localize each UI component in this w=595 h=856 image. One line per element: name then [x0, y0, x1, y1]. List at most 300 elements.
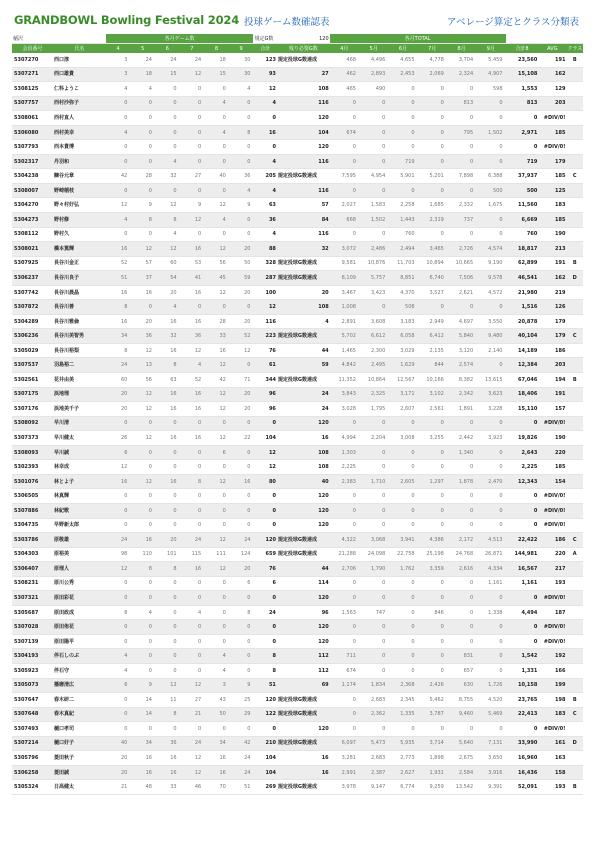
month-pins: 2,442 [447, 431, 476, 446]
pins-total: 16,567 [506, 562, 539, 577]
month-games: 4 [204, 663, 229, 678]
month-pins: 0 [388, 111, 417, 126]
month-pins: 3,281 [330, 751, 359, 766]
col-month-total: 7月 [418, 44, 447, 54]
month-pins: 0 [418, 649, 447, 664]
month-pins: 9,259 [418, 780, 447, 795]
month-games: 18 [130, 67, 155, 82]
month-pins: 4,954 [359, 169, 388, 184]
member-name: 伴石守 [53, 663, 106, 678]
pins-total: 67,046 [506, 373, 539, 388]
month-games: 50 [204, 707, 229, 722]
col-member-no: 会員番号 [12, 44, 53, 54]
games-total: 104 [253, 765, 276, 780]
month-pins: 1,563 [330, 605, 359, 620]
month-games: 0 [155, 111, 180, 126]
column-header-row [12, 44, 583, 54]
month-games: 52 [106, 256, 131, 271]
month-pins: 0 [359, 227, 388, 242]
month-games: 16 [204, 751, 229, 766]
month-pins: 0 [476, 489, 505, 504]
remaining-games: 120 [277, 518, 330, 533]
member-name: 長谷川雅倫 [53, 314, 106, 329]
col-month-games: 5 [130, 44, 155, 54]
class [566, 663, 583, 678]
month-pins: 0 [418, 96, 447, 111]
month-games: 36 [130, 329, 155, 344]
games-total: 0 [253, 634, 276, 649]
month-games: 0 [106, 693, 131, 708]
month-games: 40 [106, 736, 131, 751]
month-pins: 0 [388, 722, 417, 737]
month-games: 20 [229, 242, 254, 257]
month-games: 0 [106, 591, 131, 606]
member-name: 樋口孝司 [53, 722, 106, 737]
month-games: 0 [180, 96, 205, 111]
month-pins: 2,616 [447, 562, 476, 577]
month-games: 0 [106, 518, 131, 533]
month-pins: 0 [476, 416, 505, 431]
month-pins: 0 [447, 227, 476, 242]
month-pins: 0 [359, 154, 388, 169]
month-pins: 3,029 [388, 343, 417, 358]
month-pins: 2,300 [359, 343, 388, 358]
month-pins: 8,109 [330, 271, 359, 286]
month-games: 0 [180, 183, 205, 198]
month-games: 16 [180, 431, 205, 446]
remaining-games: 120 [277, 591, 330, 606]
month-games: 15 [204, 67, 229, 82]
month-games: 16 [155, 431, 180, 446]
average: 194 [538, 373, 566, 388]
average: #DIV/0! [538, 503, 566, 518]
month-pins: 0 [476, 445, 505, 460]
remaining-games: 規定投球G数達成 [277, 53, 330, 67]
month-pins: 10,665 [447, 256, 476, 271]
month-pins: 22,758 [388, 547, 417, 562]
remaining-games: 120 [277, 111, 330, 126]
month-pins: 0 [476, 300, 505, 315]
table-row [12, 460, 583, 475]
month-pins: 1,685 [418, 198, 447, 213]
month-pins: 21,288 [330, 547, 359, 562]
month-pins: 24,098 [359, 547, 388, 562]
month-pins: 2,332 [447, 198, 476, 213]
month-games: 0 [130, 649, 155, 664]
month-games: 52 [180, 373, 205, 388]
month-games: 8 [106, 343, 131, 358]
month-pins: 0 [388, 576, 417, 591]
month-pins: 2,621 [447, 285, 476, 300]
month-games: 16 [155, 751, 180, 766]
class [566, 227, 583, 242]
month-pins: 0 [359, 460, 388, 475]
remaining-games: 120 [277, 416, 330, 431]
month-games: 0 [229, 445, 254, 460]
month-pins: 2,675 [447, 751, 476, 766]
table-row [12, 474, 583, 489]
info-row [12, 34, 583, 44]
class [566, 402, 583, 417]
month-games: 0 [130, 489, 155, 504]
month-pins: 4,697 [447, 314, 476, 329]
month-games: 20 [155, 533, 180, 548]
month-pins: 4,655 [388, 53, 417, 67]
month-pins: 5,640 [447, 736, 476, 751]
month-games: 0 [204, 416, 229, 431]
month-games: 0 [204, 518, 229, 533]
col-month-games: 9 [229, 44, 254, 54]
member-number: 5305923 [12, 663, 53, 678]
month-games: 20 [106, 387, 131, 402]
month-games: 0 [204, 460, 229, 475]
month-games: 59 [229, 271, 254, 286]
month-pins: 4,386 [418, 533, 447, 548]
average: 186 [538, 343, 566, 358]
month-games: 51 [106, 271, 131, 286]
average: 185 [538, 460, 566, 475]
member-number: 5308231 [12, 576, 53, 591]
member-number: 5305324 [12, 780, 53, 795]
member-number: 5307757 [12, 96, 53, 111]
month-pins: 3,941 [388, 533, 417, 548]
month-pins: 0 [447, 300, 476, 315]
month-games: 0 [106, 111, 131, 126]
month-pins: 3,183 [388, 314, 417, 329]
month-pins: 0 [388, 518, 417, 533]
remaining-games: 規定投球G数達成 [277, 169, 330, 184]
average: 166 [538, 663, 566, 678]
games-total: 12 [253, 445, 276, 460]
average: 198 [538, 693, 566, 708]
month-games: 24 [155, 53, 180, 67]
games-total: 4 [253, 227, 276, 242]
month-pins: 4,520 [476, 693, 505, 708]
month-pins: 3,008 [388, 431, 417, 446]
average: 187 [538, 605, 566, 620]
table-row [12, 111, 583, 126]
month-games: 9 [229, 198, 254, 213]
month-pins: 1,834 [359, 678, 388, 693]
member-name: 西村直人 [53, 111, 106, 126]
pins-total: 0 [506, 620, 539, 635]
pins-total: 0 [506, 416, 539, 431]
month-pins: 2,494 [388, 242, 417, 257]
class [566, 460, 583, 475]
month-pins: 4,322 [330, 533, 359, 548]
month-pins: 0 [418, 663, 447, 678]
month-games: 0 [204, 227, 229, 242]
class: C [566, 169, 583, 184]
average: #DIV/0! [538, 722, 566, 737]
remaining-games: 20 [277, 285, 330, 300]
month-pins: 9,578 [476, 271, 505, 286]
month-games: 8 [106, 605, 131, 620]
remaining-games: 16 [277, 431, 330, 446]
month-games: 4 [180, 358, 205, 373]
month-pins: 9,147 [359, 780, 388, 795]
month-games: 34 [130, 736, 155, 751]
class [566, 474, 583, 489]
class: C [566, 533, 583, 548]
table-row [12, 634, 583, 649]
month-pins: 2,027 [330, 198, 359, 213]
average: 192 [538, 649, 566, 664]
games-total: 120 [253, 693, 276, 708]
month-games: 4 [106, 649, 131, 664]
month-games: 16 [106, 285, 131, 300]
member-name: 長谷川金正 [53, 256, 106, 271]
month-games: 0 [130, 96, 155, 111]
month-pins: 468 [330, 53, 359, 67]
member-number: 5304303 [12, 547, 53, 562]
month-games: 0 [130, 111, 155, 126]
month-games: 0 [180, 416, 205, 431]
member-name: 花井由美 [53, 373, 106, 388]
month-games: 12 [204, 387, 229, 402]
member-name: 春木真紀 [53, 707, 106, 722]
col-month-games: 7 [180, 44, 205, 54]
member-number: 5307271 [12, 67, 53, 82]
month-games: 115 [180, 547, 205, 562]
games-total: 63 [253, 198, 276, 213]
month-pins: 2,486 [359, 242, 388, 257]
month-pins: 0 [359, 518, 388, 533]
class [566, 765, 583, 780]
month-games: 42 [204, 373, 229, 388]
games-total: 80 [253, 474, 276, 489]
month-games: 0 [155, 663, 180, 678]
member-name: 仁科ようこ [53, 82, 106, 97]
average: 126 [538, 300, 566, 315]
month-pins: 3,068 [359, 533, 388, 548]
month-pins: 1,629 [388, 358, 417, 373]
month-pins: 0 [359, 503, 388, 518]
class: D [566, 271, 583, 286]
average: 217 [538, 562, 566, 577]
month-pins: 2,773 [388, 751, 417, 766]
member-number: 5304735 [12, 518, 53, 533]
class [566, 67, 583, 82]
table-row [12, 53, 583, 67]
month-games: 28 [204, 314, 229, 329]
month-games: 24 [106, 358, 131, 373]
month-games: 26 [106, 431, 131, 446]
month-games: 12 [180, 765, 205, 780]
member-name: 早川誠 [53, 445, 106, 460]
month-games: 0 [155, 489, 180, 504]
games-total: 61 [253, 358, 276, 373]
month-pins: 0 [447, 154, 476, 169]
games-total: 0 [253, 111, 276, 126]
average: #DIV/0! [538, 140, 566, 155]
class: A [566, 547, 583, 562]
table-row [12, 96, 583, 111]
games-total: 36 [253, 213, 276, 228]
table-row [12, 503, 583, 518]
table-row [12, 183, 583, 198]
pins-total: 1,553 [506, 82, 539, 97]
remaining-games: 120 [277, 620, 330, 635]
month-pins: 0 [476, 649, 505, 664]
month-pins: 737 [447, 213, 476, 228]
month-pins: 668 [330, 213, 359, 228]
month-pins: 24,768 [447, 547, 476, 562]
month-games: 20 [106, 402, 131, 417]
month-games: 12 [155, 198, 180, 213]
month-games: 0 [204, 111, 229, 126]
games-total: 88 [253, 242, 276, 257]
month-pins: 1,878 [447, 474, 476, 489]
month-games: 22 [229, 431, 254, 446]
table-row [12, 693, 583, 708]
month-games: 9 [130, 678, 155, 693]
member-number: 5306237 [12, 271, 53, 286]
month-pins: 10,876 [359, 256, 388, 271]
month-pins: 760 [388, 227, 417, 242]
month-games: 43 [204, 693, 229, 708]
month-games: 0 [180, 460, 205, 475]
average: 158 [538, 765, 566, 780]
month-pins: 1,898 [418, 751, 447, 766]
col-month-games: 4 [106, 44, 131, 54]
month-pins: 2,683 [359, 751, 388, 766]
member-number: 5304270 [12, 198, 53, 213]
class [566, 198, 583, 213]
remaining-games: 16 [277, 765, 330, 780]
average: #DIV/0! [538, 591, 566, 606]
month-pins: 0 [388, 96, 417, 111]
month-games: 54 [155, 271, 180, 286]
member-name: 原理人 [53, 562, 106, 577]
games-total: 4 [253, 154, 276, 169]
month-pins: 0 [476, 460, 505, 475]
month-games: 24 [180, 53, 205, 67]
remaining-games: 120 [277, 503, 330, 518]
month-pins: 2,387 [359, 765, 388, 780]
month-pins: 3,423 [359, 285, 388, 300]
member-name: 原裕美 [53, 547, 106, 562]
month-pins: 3,072 [330, 242, 359, 257]
month-games: 16 [155, 765, 180, 780]
month-pins: 508 [388, 300, 417, 315]
month-pins: 2,726 [447, 242, 476, 257]
remaining-games: 規定投球G数達成 [277, 693, 330, 708]
month-games: 0 [204, 620, 229, 635]
remaining-games: 114 [277, 576, 330, 591]
month-games: 12 [204, 533, 229, 548]
average: 179 [538, 154, 566, 169]
month-games: 16 [180, 387, 205, 402]
month-games: 15 [155, 67, 180, 82]
month-pins: 3,102 [418, 387, 447, 402]
month-pins: 6,058 [388, 329, 417, 344]
member-name: 菱田誠 [53, 765, 106, 780]
pins-total: 22,413 [506, 707, 539, 722]
month-games: 12 [130, 343, 155, 358]
class [566, 314, 583, 329]
month-pins: 0 [418, 300, 447, 315]
month-pins: 0 [476, 591, 505, 606]
remaining-games: 57 [277, 198, 330, 213]
class [566, 285, 583, 300]
class [566, 503, 583, 518]
average: 186 [538, 533, 566, 548]
average: 154 [538, 474, 566, 489]
pins-total: 21,980 [506, 285, 539, 300]
month-games: 0 [180, 634, 205, 649]
month-games: 0 [229, 358, 254, 373]
month-games: 12 [130, 402, 155, 417]
pins-total: 0 [506, 722, 539, 737]
pins-total: 23,765 [506, 693, 539, 708]
month-games: 24 [229, 751, 254, 766]
month-pins: 2,470 [476, 474, 505, 489]
month-pins: 1,891 [447, 402, 476, 417]
member-number: 5307647 [12, 693, 53, 708]
month-pins: 2,991 [330, 765, 359, 780]
member-number: 5308125 [12, 82, 53, 97]
table-row [12, 445, 583, 460]
member-number: 5307648 [12, 707, 53, 722]
remaining-games: 規定投球G数達成 [277, 329, 330, 344]
col-remaining: 残り必要G数 [277, 44, 330, 54]
month-pins: 1,174 [330, 678, 359, 693]
month-pins: 10,894 [418, 256, 447, 271]
month-games: 12 [180, 213, 205, 228]
month-games: 20 [229, 402, 254, 417]
month-pins: 1,675 [476, 198, 505, 213]
month-games: 124 [229, 547, 254, 562]
month-games: 8 [229, 125, 254, 140]
month-pins: 0 [476, 634, 505, 649]
month-pins: 4,334 [476, 562, 505, 577]
pins-total: 1,161 [506, 576, 539, 591]
month-pins: 674 [330, 125, 359, 140]
month-games: 42 [229, 736, 254, 751]
table-row [12, 780, 583, 795]
average: 163 [538, 751, 566, 766]
month-pins: 2,225 [330, 460, 359, 475]
remaining-games: 16 [277, 751, 330, 766]
class [566, 605, 583, 620]
member-number: 5307373 [12, 431, 53, 446]
month-pins: 844 [418, 358, 447, 373]
average: 191 [538, 256, 566, 271]
month-pins: 10,166 [418, 373, 447, 388]
month-games: 20 [130, 314, 155, 329]
average: 157 [538, 402, 566, 417]
pins-total: 11,560 [506, 198, 539, 213]
class [566, 445, 583, 460]
month-pins: 0 [388, 591, 417, 606]
month-games: 0 [130, 300, 155, 315]
class [566, 343, 583, 358]
table-row [12, 256, 583, 271]
remaining-games: 108 [277, 460, 330, 475]
month-games: 0 [204, 634, 229, 649]
month-pins: 0 [418, 722, 447, 737]
table-row [12, 489, 583, 504]
member-number: 5304289 [12, 314, 53, 329]
month-pins: 3,255 [418, 431, 447, 446]
month-games: 12 [204, 242, 229, 257]
class [566, 518, 583, 533]
month-pins: 3,467 [330, 285, 359, 300]
month-games: 0 [229, 300, 254, 315]
month-games: 3 [106, 53, 131, 67]
month-pins: 2,426 [418, 678, 447, 693]
